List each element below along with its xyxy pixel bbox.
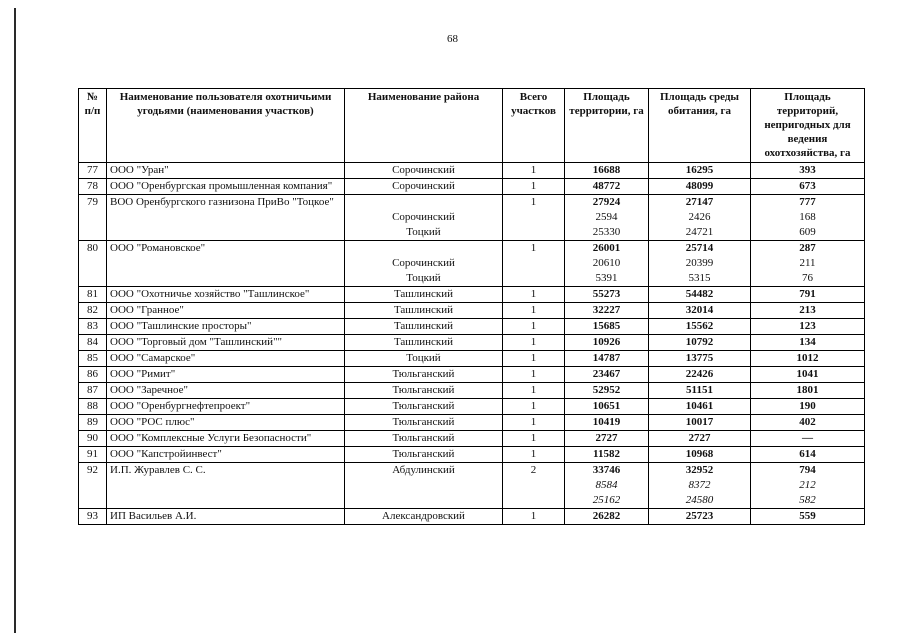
row-district: Тоцкий	[345, 351, 503, 367]
row-territory	[565, 463, 649, 509]
table-row	[79, 447, 865, 463]
row-plots: 1	[503, 431, 565, 447]
row-unsuitable: 123	[751, 319, 865, 335]
row-num: 90	[79, 431, 107, 447]
row-name: ООО "Гранное"	[107, 303, 345, 319]
row-habitat: 48099	[649, 179, 751, 195]
row-unsuitable: 1801	[751, 383, 865, 399]
row-num: 91	[79, 447, 107, 463]
row-num: 77	[79, 163, 107, 179]
row-habitat	[649, 463, 751, 509]
row-plots: 1	[503, 179, 565, 195]
row-name: ООО "Оренбургская промышленная компания"	[107, 179, 345, 195]
row-num: 88	[79, 399, 107, 415]
subrow-district: Сорочинский	[392, 257, 455, 269]
total-territory: 27924	[592, 196, 621, 208]
row-num: 87	[79, 383, 107, 399]
subrow-habitat: 24721	[685, 226, 714, 238]
row-habitat: 10792	[649, 335, 751, 351]
total-habitat: 27147	[685, 196, 714, 208]
table-row	[79, 383, 865, 399]
row-district: Тюльганский	[345, 447, 503, 463]
total-territory: 33746	[592, 464, 621, 476]
row-unsuitable: 614	[751, 447, 865, 463]
row-district: Тюльганский	[345, 415, 503, 431]
row-plots: 1	[503, 163, 565, 179]
row-num: 86	[79, 367, 107, 383]
row-habitat	[649, 241, 751, 287]
row-name: ООО "Римит"	[107, 367, 345, 383]
row-district	[345, 241, 503, 287]
total-unsuitable: 777	[799, 196, 816, 208]
subrow-unsuitable: 582	[799, 494, 816, 506]
header-plots: Всего участков	[503, 89, 565, 163]
row-habitat: 10017	[649, 415, 751, 431]
row-plots: 1	[503, 399, 565, 415]
table-row	[79, 509, 865, 525]
row-num: 85	[79, 351, 107, 367]
table-row	[79, 163, 865, 179]
subrow-habitat: 2426	[688, 211, 711, 223]
row-num: 80	[79, 241, 107, 287]
header-territory: Площадь территории, га	[565, 89, 649, 163]
row-num: 82	[79, 303, 107, 319]
header-unsuitable: Площадь территорий, непригодных для ведения охотхозяйства, га	[751, 89, 865, 163]
table-row	[79, 287, 865, 303]
subrow-district: Тоцкий	[406, 272, 441, 284]
row-plots: 1	[503, 319, 565, 335]
row-territory: 23467	[565, 367, 649, 383]
table-row	[79, 415, 865, 431]
table-row	[79, 241, 865, 287]
subrow-district: Сорочинский	[392, 211, 455, 223]
row-name: ООО "Оренбургнефтепроект"	[107, 399, 345, 415]
row-num: 84	[79, 335, 107, 351]
row-territory	[565, 195, 649, 241]
row-district: Ташлинский	[345, 303, 503, 319]
row-unsuitable: —	[751, 431, 865, 447]
row-district: Абдулинский	[345, 463, 503, 509]
row-name: ООО "Ташлинские просторы"	[107, 319, 345, 335]
row-habitat: 51151	[649, 383, 751, 399]
row-habitat: 16295	[649, 163, 751, 179]
subrow-territory: 25330	[592, 226, 621, 238]
subrow-territory: 5391	[595, 272, 618, 284]
table-row	[79, 399, 865, 415]
total-unsuitable: 794	[799, 464, 816, 476]
row-territory: 16688	[565, 163, 649, 179]
row-name: ООО "Охотничье хозяйство "Ташлинское"	[107, 287, 345, 303]
row-territory	[565, 241, 649, 287]
row-unsuitable: 402	[751, 415, 865, 431]
row-num: 92	[79, 463, 107, 509]
row-plots: 1	[503, 287, 565, 303]
row-name: ООО "Уран"	[107, 163, 345, 179]
row-territory: 10651	[565, 399, 649, 415]
row-district: Тюльганский	[345, 383, 503, 399]
subrow-unsuitable: 212	[799, 479, 816, 491]
table-row	[79, 431, 865, 447]
row-name: ООО "РОС плюс"	[107, 415, 345, 431]
row-district: Сорочинский	[345, 163, 503, 179]
row-num: 81	[79, 287, 107, 303]
row-unsuitable: 673	[751, 179, 865, 195]
table-row	[79, 335, 865, 351]
row-name: И.П. Журавлев С. С.	[107, 463, 345, 509]
table-row	[79, 367, 865, 383]
row-unsuitable: 1041	[751, 367, 865, 383]
row-unsuitable: 190	[751, 399, 865, 415]
row-habitat	[649, 195, 751, 241]
row-plots: 1	[503, 415, 565, 431]
header-habitat: Площадь среды обитания, га	[649, 89, 751, 163]
row-plots: 1	[503, 383, 565, 399]
row-num: 93	[79, 509, 107, 525]
row-district: Сорочинский	[345, 179, 503, 195]
scan-edge-line	[14, 8, 16, 633]
total-habitat: 32952	[685, 464, 714, 476]
row-habitat: 2727	[649, 431, 751, 447]
subrow-territory: 8584	[595, 479, 618, 491]
row-plots: 1	[503, 335, 565, 351]
subrow-territory: 25162	[592, 494, 621, 506]
row-district	[345, 195, 503, 241]
row-habitat: 13775	[649, 351, 751, 367]
row-habitat: 54482	[649, 287, 751, 303]
row-habitat: 32014	[649, 303, 751, 319]
subrow-territory: 20610	[592, 257, 621, 269]
row-district: Тюльганский	[345, 399, 503, 415]
row-unsuitable: 134	[751, 335, 865, 351]
header-user: Наименование пользователя охотничьими угодьями (наименования участков)	[107, 89, 345, 163]
table-row	[79, 463, 865, 509]
row-name: ВОО Оренбургского газнизона ПриВо "Тоцкое"	[107, 195, 345, 241]
row-unsuitable: 791	[751, 287, 865, 303]
row-plots: 1	[503, 195, 565, 241]
row-plots: 1	[503, 241, 565, 287]
subrow-habitat: 5315	[688, 272, 711, 284]
row-territory: 2727	[565, 431, 649, 447]
total-territory: 26001	[592, 242, 621, 254]
row-habitat: 25723	[649, 509, 751, 525]
row-unsuitable	[751, 241, 865, 287]
page-number: 68	[447, 33, 458, 45]
row-unsuitable	[751, 195, 865, 241]
row-territory: 48772	[565, 179, 649, 195]
row-plots: 1	[503, 351, 565, 367]
table-row	[79, 351, 865, 367]
hunting-grounds-table	[78, 88, 865, 525]
row-district: Ташлинский	[345, 319, 503, 335]
subrow-territory: 2594	[595, 211, 618, 223]
row-unsuitable: 1012	[751, 351, 865, 367]
row-plots: 1	[503, 509, 565, 525]
row-plots: 2	[503, 463, 565, 509]
subrow-unsuitable: 211	[799, 257, 816, 269]
row-district: Ташлинский	[345, 335, 503, 351]
subrow-habitat: 24580	[685, 494, 714, 506]
row-territory: 15685	[565, 319, 649, 335]
table-row	[79, 195, 865, 241]
table-header-row	[79, 89, 865, 163]
subrow-habitat: 8372	[688, 479, 711, 491]
row-habitat: 10968	[649, 447, 751, 463]
row-habitat: 15562	[649, 319, 751, 335]
row-name: ООО "Самарское"	[107, 351, 345, 367]
row-habitat: 22426	[649, 367, 751, 383]
subrow-unsuitable: 76	[802, 272, 813, 284]
subrow-habitat: 20399	[685, 257, 714, 269]
row-unsuitable: 393	[751, 163, 865, 179]
row-district: Ташлинский	[345, 287, 503, 303]
subrow-unsuitable: 168	[799, 211, 816, 223]
row-territory: 26282	[565, 509, 649, 525]
row-num: 83	[79, 319, 107, 335]
row-unsuitable: 213	[751, 303, 865, 319]
row-plots: 1	[503, 303, 565, 319]
row-unsuitable	[751, 463, 865, 509]
table-row	[79, 319, 865, 335]
subrow-district: Тоцкий	[406, 226, 441, 238]
row-territory: 10419	[565, 415, 649, 431]
table-row	[79, 303, 865, 319]
table-row	[79, 179, 865, 195]
row-plots: 1	[503, 447, 565, 463]
row-name: ООО "Романовское"	[107, 241, 345, 287]
row-habitat: 10461	[649, 399, 751, 415]
row-territory: 52952	[565, 383, 649, 399]
row-territory: 14787	[565, 351, 649, 367]
row-district: Александровский	[345, 509, 503, 525]
row-district: Тюльганский	[345, 431, 503, 447]
header-district: Наименование района	[345, 89, 503, 163]
row-unsuitable: 559	[751, 509, 865, 525]
total-unsuitable: 287	[799, 242, 816, 254]
row-num: 79	[79, 195, 107, 241]
row-territory: 32227	[565, 303, 649, 319]
row-territory: 10926	[565, 335, 649, 351]
row-num: 89	[79, 415, 107, 431]
header-num: № п/п	[79, 89, 107, 163]
row-name: ООО "Заречное"	[107, 383, 345, 399]
row-territory: 55273	[565, 287, 649, 303]
row-name: ООО "Торговый дом "Ташлинский""	[107, 335, 345, 351]
total-habitat: 25714	[685, 242, 714, 254]
row-territory: 11582	[565, 447, 649, 463]
row-name: ООО "Капстройинвест"	[107, 447, 345, 463]
row-district: Тюльганский	[345, 367, 503, 383]
row-name: ИП Васильев А.И.	[107, 509, 345, 525]
row-name: ООО "Комплексные Услуги Безопасности"	[107, 431, 345, 447]
row-num: 78	[79, 179, 107, 195]
row-plots: 1	[503, 367, 565, 383]
subrow-unsuitable: 609	[799, 226, 816, 238]
